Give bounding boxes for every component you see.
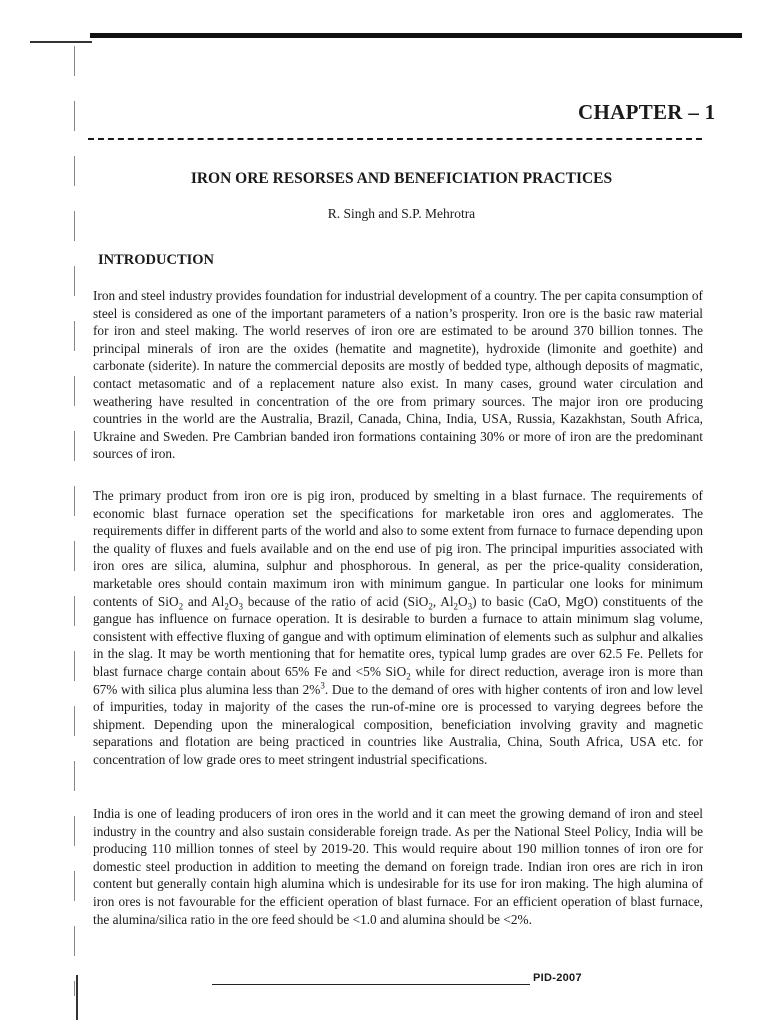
paragraph-2-text: because of the ratio of acid (SiO	[242, 593, 429, 609]
paragraph-2-text: and Al	[183, 593, 225, 609]
subscript: 2	[453, 601, 459, 612]
top-rule-left	[30, 41, 92, 43]
paragraph-2-text: while for direct reduction, average iron is more than 67% with silica plus alumina less than 2%	[93, 663, 703, 697]
footer-rule	[212, 984, 530, 985]
top-rule	[90, 33, 742, 38]
paragraph-2-text: O	[228, 593, 239, 609]
paragraph-2-text: ) to basic (CaO, MgO) constituents of the gangue has influence on furnace operation. It is desirable to burden a furnace to attain minimum slag volume, consistent with effective fluxing of gangue and with optimum elimination of elements such as sulphur and alkalies in the slag. It may be worth mentioning that for hematite ores, typical lump grades are over 62.5 Fe. Pellets for blast furnace charge contain about 65% Fe and <5% SiO	[93, 593, 703, 679]
paragraph-2-text: , Al	[432, 593, 454, 609]
paragraph-1: Iron and steel industry provides foundation for industrial development of a country. The per capita consumption of steel is considered as one of the important parameters of a nation’s prosperity. Iron ore is the basic raw material for iron and steel making. The world reserves of iron ore are estimated to be around 370 billion tonnes. The principal minerals of iron are the oxides (hematite and magnetite), hydroxide (limonite and goethite) and carbonate (siderite). In nature the commercial deposits are mostly of bedded type, although deposits of magmatic, contact metasomatic and of a replacement nature also exist. In many cases, ground water circulation and weathering have resulted in concentration of the ore from primary sources. The major iron ore producing countries in the world are the Australia, Brazil, Canada, China, India, USA, Russia, Kazakhstan, South Africa, Ukraine and Sweden. Pre Cambrian banded iron formations containing 30% or more of iron are the predominant sources of iron.	[93, 288, 703, 462]
footer-label: PID-2007	[533, 972, 582, 984]
subscript: 3	[467, 601, 473, 612]
subscript: 2	[178, 601, 184, 612]
citation-superscript: 3	[320, 680, 325, 691]
chapter-heading: CHAPTER – 1	[578, 100, 716, 124]
subscript: 2	[224, 601, 229, 612]
paper-title: IRON ORE RESORSES AND BENEFICIATION PRACTICES	[190, 170, 613, 187]
paragraph-2-text: . Due to the demand of ores with higher contents of iron and low level of impurities, today in majority of the cases the run-of-mine ore is processed to varying degrees before the shipment. Depending upon the mineralogical composition, beneficiation involving gravity and magnetic separations and flotation are being practiced in countries like Australia, China, South Africa, USA etc. for concentration of low grade ores to meet stringent industrial specifications.	[93, 681, 703, 767]
paragraph-3: India is one of leading producers of iron ores in the world and it can meet the growing demand of iron and steel industry in the country and also sustain considerable foreign trade. As per the National Steel Policy, India will be producing 110 million tonnes of steel by 2019-20. This would require about 190 million tonnes of iron ore for domestic steel production in addition to meeting the demand on foreign trade. Indian iron ores are rich in iron content but generally contain high alumina which is undesirable for its use for iron making. The high alumina of iron ores is not favourable for the efficient operation of blast furnace. For an efficient operation of blast furnace, the alumina/silica ratio in the ore feed should be <1.0 and alumina should be <2%.	[93, 806, 703, 927]
authors: R. Singh and S.P. Mehrotra	[327, 206, 476, 221]
subscript: 3	[238, 601, 243, 612]
dashed-divider	[88, 138, 702, 140]
scan-edge	[74, 46, 75, 996]
section-heading: INTRODUCTION	[98, 252, 215, 268]
paragraph-2	[93, 487, 703, 769]
paragraph-2-text: The primary product from iron ore is pig iron, produced by smelting in a blast furnace. The requirements of economic blast furnace operation set the specifications for marketable iron ores and agglomerates. The requirements differ in different parts of the world and also to some extent from furnace to furnace depending upon the quality of fluxes and fuels available and on the end use of pig iron. The principal impurities associated with iron ores are silica, alumina, sulphur and phosphorous. In general, as per the price-quality consideration, marketable ores should contain maximum iron with minimum gangue. In particular one looks for minimum contents of SiO	[93, 488, 703, 609]
subscript: 2	[428, 601, 433, 612]
paragraph-2-text: O	[458, 593, 468, 609]
subscript: 2	[406, 671, 411, 682]
scan-edge-mark	[76, 975, 78, 1020]
